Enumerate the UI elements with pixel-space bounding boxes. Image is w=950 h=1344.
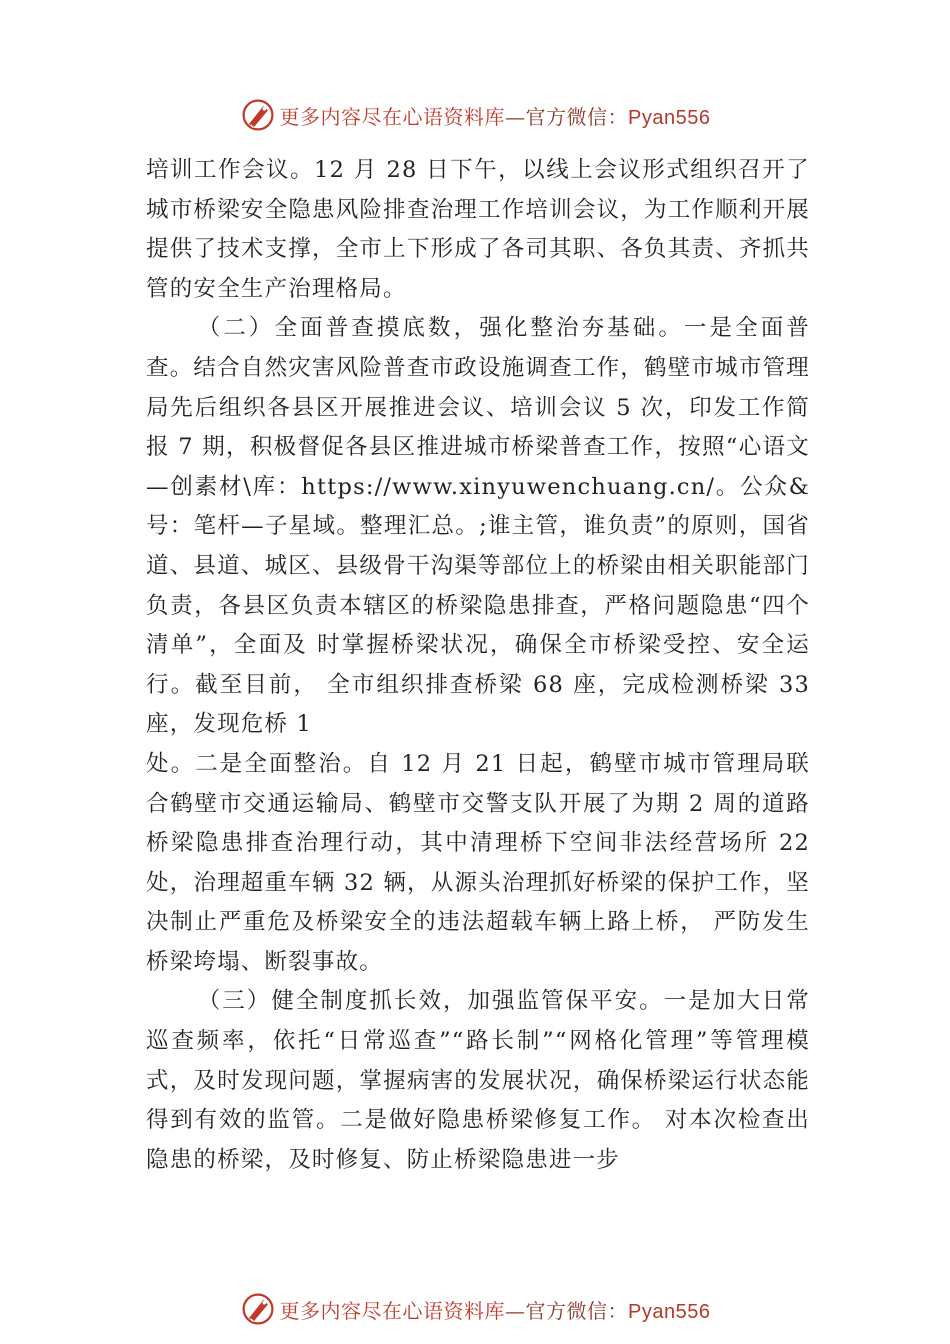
footer-banner (0, 1287, 950, 1331)
banner-label: 官方微信： (525, 104, 629, 129)
header-banner (0, 93, 950, 137)
paragraph-3: 处。二是全面整治。自 12 月 21 日起，鹤壁市城市管理局联合鹤壁市交通运输局、鹤壁市交警支队开展了为期 2 周的道路桥梁隐患排查治理行动，其中清理桥下空间非法经营场所 22 处，治理超重车辆 32 辆，从源头治理抓好桥梁的保护工作，坚决制止严重危及桥梁安全的违法超载车辆上路上桥， 严防发生桥梁垮塌、断裂事故。 (146, 750, 810, 975)
banner-label: 官方微信： (525, 1298, 629, 1323)
banner-wechat-id: Pyan556 (628, 1300, 711, 1323)
document-body (146, 151, 810, 1180)
banner-separator: — (505, 104, 526, 129)
pen-nib-logo-icon (240, 1291, 276, 1327)
banner-main-text: 更多内容尽在心语资料库 (279, 104, 506, 129)
pen-nib-logo-icon (240, 97, 276, 133)
banner-separator: — (505, 1298, 526, 1323)
paragraph-1: 培训工作会议。12 月 28 日下午，以线上会议形式组织召开了城市桥梁安全隐患风险排查治理工作培训会议，为工作顺利开展提供了技术支撑，全市上下形成了各司其职、各负其责、齐抓共管的安全生产治理格局。 (146, 157, 810, 302)
paragraph-2: （二）全面普查摸底数，强化整治夯基础。一是全面普查。结合自然灾害风险普查市政设施调查工作，鹤壁市城市管理局先后组织各县区开展推进会议、培训会议 5 次，印发工作简报 7 期，积极督促各县区推进城市桥梁普查工作，按照“心语文—创素材\库：https://www.xinyuwenchuang.cn/。公众&号：笔杆—子星域。整理汇总。;谁主管，谁负责”的原则，国省道、县道、城区、县级骨干沟渠等部位上的桥梁由相关职能部门负责，各县区负责本辖区的桥梁隐患排查，严格问题隐患“四个清单”，全面及 时掌握桥梁状况，确保全市桥梁受控、安全运行。截至目前， 全市组织排查桥梁 68 座，完成检测桥梁 33 座，发现危桥 1 (146, 315, 810, 738)
banner-wechat-id: Pyan556 (628, 106, 711, 129)
paragraph-4: （三）健全制度抓长效，加强监管保平安。一是加大日常巡查频率，依托“日常巡查”“路长制”“网格化管理”等管理模式，及时发现问题，掌握病害的发展状况，确保桥梁运行状态能得到有效的监管。二是做好隐患桥梁修复工作。 对本次检查出隐患的桥梁，及时修复、防止桥梁隐患进一步 (146, 988, 810, 1173)
banner-main-text: 更多内容尽在心语资料库 (279, 1298, 506, 1323)
banner-text (280, 1295, 711, 1324)
banner-text (280, 101, 711, 130)
